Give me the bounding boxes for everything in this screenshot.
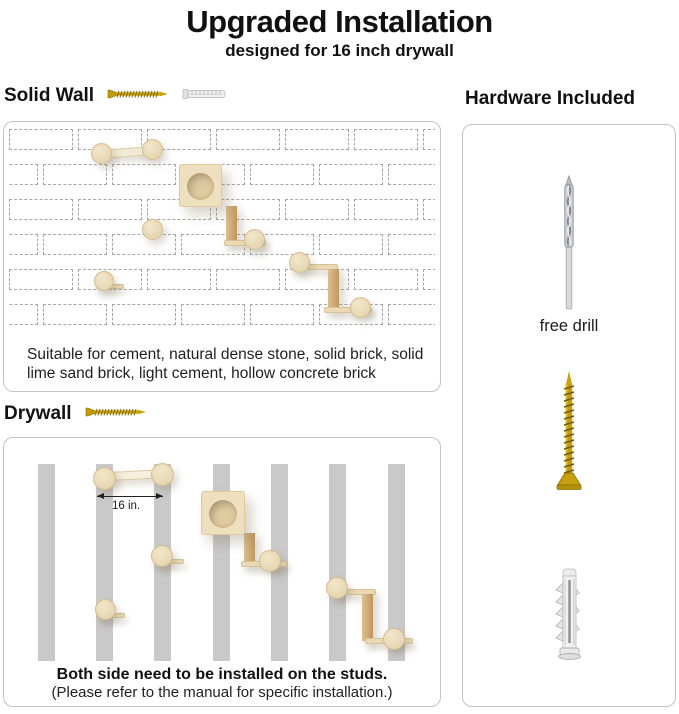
stud-spacing-dimension-line xyxy=(97,496,163,497)
cat-bridge-plate-right xyxy=(142,139,163,160)
wall-anchor-icon xyxy=(182,87,228,106)
brick xyxy=(112,304,176,325)
brick xyxy=(250,164,314,185)
cat-step xyxy=(95,599,116,620)
brick-row xyxy=(9,269,435,290)
drywall-panel xyxy=(3,437,441,707)
brick xyxy=(285,129,349,150)
drywall-heading xyxy=(4,403,147,425)
brick xyxy=(354,199,418,220)
cat-step xyxy=(326,577,348,599)
stud-stripe xyxy=(329,464,346,661)
brick xyxy=(388,234,435,255)
drill-label: free drill xyxy=(539,317,599,335)
stud-spacing-label: 16 in. xyxy=(112,500,141,512)
hardware-heading xyxy=(465,88,635,110)
brick-row xyxy=(9,234,435,255)
brick xyxy=(354,129,418,150)
solid-wall-heading xyxy=(4,85,228,107)
hardware-heading-label: Hardware Included xyxy=(465,88,635,109)
solid-wall-caption: Suitable for cement, natural dense stone, solid brick, solid lime sand brick, light cement, hollow concrete brick xyxy=(27,346,424,382)
brick xyxy=(9,199,73,220)
brick xyxy=(9,304,38,325)
brick xyxy=(9,164,38,185)
brick xyxy=(9,269,73,290)
cube-entry-hole xyxy=(187,173,214,200)
hardware-panel xyxy=(462,124,676,707)
brick xyxy=(112,164,176,185)
brick xyxy=(319,164,383,185)
solid-wall-heading-label: Solid Wall xyxy=(4,85,95,106)
brick xyxy=(216,129,280,150)
cat-step xyxy=(142,219,163,240)
wall-anchor-icon xyxy=(463,567,675,665)
brick xyxy=(388,164,435,185)
brick xyxy=(43,234,107,255)
brick xyxy=(423,129,435,150)
cat-bridge-plate-right xyxy=(151,463,174,486)
brick xyxy=(285,199,349,220)
cat-step xyxy=(94,271,114,291)
brick xyxy=(423,269,435,290)
brick xyxy=(78,199,142,220)
brick xyxy=(216,269,280,290)
brick xyxy=(43,304,107,325)
gold-screw-icon xyxy=(107,87,169,106)
drywall-caption-bold: Both side need to be installed on the studs. xyxy=(56,666,388,683)
page-title: Upgraded Installation xyxy=(186,4,493,39)
brick xyxy=(147,269,211,290)
cat-cube-house xyxy=(179,164,222,207)
brick-row xyxy=(9,164,435,185)
scratch-post xyxy=(362,594,373,641)
brick-row xyxy=(9,199,435,220)
scratch-post xyxy=(328,269,339,309)
drywall-caption-note: (Please refer to the manual for specific installation.) xyxy=(51,684,393,701)
cat-step xyxy=(383,628,405,650)
brick xyxy=(423,199,435,220)
page-subtitle: designed for 16 inch drywall xyxy=(225,41,454,60)
cat-bridge-plate-left xyxy=(91,143,112,164)
drywall-heading-label: Drywall xyxy=(4,403,72,424)
brick xyxy=(181,304,245,325)
brick-row xyxy=(9,129,435,150)
cat-step xyxy=(289,252,310,273)
scratch-post xyxy=(226,206,237,243)
cat-step xyxy=(259,550,281,572)
brick xyxy=(112,234,176,255)
brick xyxy=(388,304,435,325)
cat-step xyxy=(244,229,265,250)
scratch-post xyxy=(244,533,255,564)
brick xyxy=(354,269,418,290)
drill-bit-icon xyxy=(463,173,675,313)
cat-step xyxy=(151,545,173,567)
cat-step xyxy=(350,297,371,318)
drywall-caption xyxy=(4,666,440,701)
cat-bridge-plate-left xyxy=(93,467,116,490)
brick xyxy=(43,164,107,185)
brick xyxy=(250,304,314,325)
stud-stripe xyxy=(38,464,55,661)
cube-entry-hole xyxy=(209,500,237,528)
gold-screw-icon xyxy=(85,405,147,424)
cat-cube-house xyxy=(201,491,245,535)
brick-wall-pattern xyxy=(9,129,435,351)
solid-wall-panel xyxy=(3,121,441,392)
brick xyxy=(319,234,383,255)
gold-screw-icon xyxy=(463,370,675,494)
brick xyxy=(9,129,73,150)
brick xyxy=(9,234,38,255)
